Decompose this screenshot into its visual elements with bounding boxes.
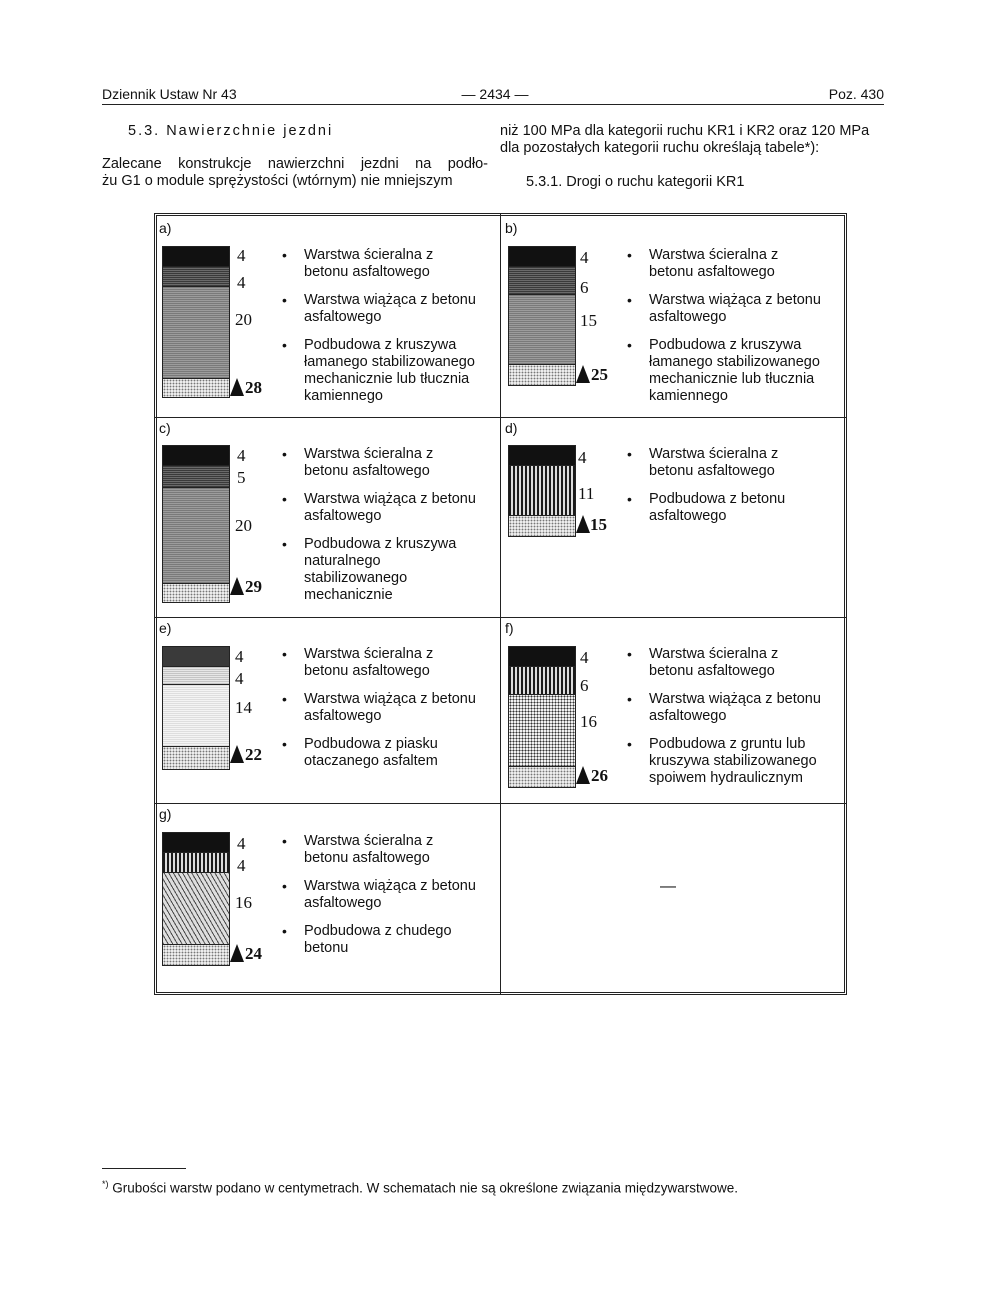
binder-course-layer: [163, 267, 229, 287]
cell-label-d: d): [505, 420, 518, 436]
thickness-label: 4: [580, 248, 589, 267]
list-item: • Podbudowa z betonu asfaltowego: [625, 491, 825, 525]
list-item: • Podbudowa z gruntu lub kruszywa stabilizowanego spoiwem hydraulicznym: [625, 736, 825, 787]
layer-list-g: [280, 833, 480, 968]
thickness-label: 6: [580, 278, 589, 297]
total-arrow-icon: [230, 944, 244, 962]
table-row-divider: [154, 803, 847, 804]
total-arrow-icon: [576, 515, 590, 533]
base-layer: [509, 295, 575, 365]
cell-label-b: b): [505, 220, 518, 236]
list-item: • Podbudowa z kruszywa łamanego stabilizowanego mechanicznie lub tłucznia kamiennego: [625, 337, 825, 405]
total-thickness: 25: [591, 365, 608, 384]
list-item: • Podbudowa z kruszywa naturalnego stabilizowanego mechanicznie: [280, 536, 480, 604]
layer-list-d: [625, 446, 825, 536]
total-arrow-icon: [230, 577, 244, 595]
binder-course-layer: [163, 667, 229, 685]
thickness-label: 4: [237, 273, 246, 292]
subgrade-layer: [509, 365, 575, 385]
thickness-label: 16: [235, 893, 252, 912]
layer-list-a: [280, 247, 480, 416]
total-arrow-icon: [230, 745, 244, 763]
base-layer: [163, 488, 229, 584]
list-item: • Warstwa ścieralna z betonu asfaltowego: [280, 446, 480, 480]
cell-label-g: g): [159, 806, 172, 822]
layer-diagram-d: [508, 445, 576, 537]
wearing-course-layer: [509, 247, 575, 267]
layer-diagram-g: [162, 832, 230, 966]
binder-course-layer: [509, 267, 575, 295]
cell-label-e: e): [159, 620, 172, 636]
table-row-divider: [154, 617, 847, 618]
lean-concrete-base-layer: [163, 873, 229, 945]
list-item: • Warstwa wiążąca z betonu asfaltowego: [280, 691, 480, 725]
intro-text-left: [102, 156, 488, 190]
cell-label-c: c): [159, 420, 171, 436]
sand-asphalt-base-layer: [163, 685, 229, 747]
footnote-marker: *): [102, 1179, 109, 1189]
binder-course-layer: [163, 466, 229, 488]
list-item: • Podbudowa z kruszywa łamanego stabilizowanego mechanicznie lub tłucznia kamiennego: [280, 337, 480, 405]
thickness-label: 4: [237, 446, 246, 465]
thickness-label: 6: [580, 676, 589, 695]
layer-list-b: [625, 247, 825, 416]
intro-left-line: żu G1 o module sprężystości (wtórnym) nie mniejszym: [102, 173, 453, 189]
list-item: • Warstwa wiążąca z betonu asfaltowego: [625, 292, 825, 326]
asphalt-base-layer: [509, 466, 575, 516]
subsection-title: 5.3.1. Drogi o ruchu kategorii KR1: [526, 174, 745, 190]
total-thickness: 24: [245, 944, 262, 963]
thickness-label: 4: [235, 669, 244, 688]
total-thickness: 29: [245, 577, 262, 596]
list-item: • Warstwa ścieralna z betonu asfaltowego: [625, 646, 825, 680]
thickness-label: 11: [578, 484, 595, 503]
cell-label-f: f): [505, 620, 514, 636]
intro-left-line: Zalecane konstrukcje nawierzchni jezdni na podło-: [102, 156, 488, 172]
thickness-label: 4: [237, 834, 246, 853]
list-item: • Podbudowa z chudego betonu: [280, 923, 480, 957]
wearing-course-layer: [163, 247, 229, 267]
intro-right-line: dla pozostałych kategorii ruchu określają tabele*):: [500, 140, 820, 156]
subgrade-layer: [163, 379, 229, 398]
thickness-label: 20: [235, 516, 252, 535]
section-title: 5.3. Nawierzchnie jezdni: [128, 123, 334, 139]
thickness-label: 4: [237, 856, 246, 875]
total-thickness: 28: [245, 378, 262, 397]
cell-label-a: a): [159, 220, 172, 236]
position-number: Poz. 430: [828, 86, 884, 102]
list-item: • Warstwa ścieralna z betonu asfaltowego: [625, 247, 825, 281]
thickness-label: 15: [580, 311, 597, 330]
list-item: • Warstwa ścieralna z betonu asfaltowego: [280, 833, 480, 867]
subgrade-layer: [509, 516, 575, 537]
total-arrow-icon: [576, 766, 590, 784]
thickness-label: 14: [235, 698, 252, 717]
thickness-label: 20: [235, 310, 252, 329]
total-thickness: 26: [591, 766, 608, 785]
list-item: • Warstwa ścieralna z betonu asfaltowego: [280, 247, 480, 281]
layer-diagram-c: [162, 445, 230, 603]
intro-right-line: niż 100 MPa dla kategorii ruchu KR1 i KR2 oraz 120 MPa: [500, 123, 870, 139]
thickness-label: 16: [580, 712, 597, 731]
subgrade-layer: [509, 767, 575, 788]
binder-course-layer: [163, 853, 229, 873]
table-column-divider: [500, 213, 501, 995]
footnote: [102, 1179, 738, 1196]
total-arrow-icon: [576, 365, 590, 383]
wearing-course-layer: [163, 446, 229, 466]
thickness-label: 5: [237, 468, 246, 487]
thickness-label: 4: [580, 648, 589, 667]
wearing-course-layer: [509, 647, 575, 667]
base-layer: [163, 287, 229, 379]
list-item: • Warstwa ścieralna z betonu asfaltowego: [625, 446, 825, 480]
wearing-course-layer: [509, 446, 575, 466]
subgrade-layer: [163, 584, 229, 603]
list-item: • Warstwa wiążąca z betonu asfaltowego: [625, 691, 825, 725]
list-item: • Warstwa wiążąca z betonu asfaltowego: [280, 878, 480, 912]
layer-diagram-b: [508, 246, 576, 386]
thickness-label: 4: [237, 246, 246, 265]
subgrade-layer: [163, 747, 229, 770]
layer-list-e: [280, 646, 480, 781]
layer-diagram-a: [162, 246, 230, 398]
footnote-text: Grubości warstw podano w centymetrach. W schematach nie są określone związania międzywarstwowe.: [112, 1180, 739, 1196]
thickness-label: 4: [235, 647, 244, 666]
journal-title: Dziennik Ustaw Nr 43: [102, 86, 237, 102]
layer-list-f: [625, 646, 825, 798]
header-rule: [102, 104, 884, 105]
layer-diagram-f: [508, 646, 576, 788]
total-thickness: 15: [590, 515, 607, 534]
total-arrow-icon: [230, 378, 244, 396]
thickness-label: 4: [578, 448, 587, 467]
page-number: — 2434 —: [461, 86, 529, 102]
binder-course-layer: [509, 667, 575, 695]
footnote-rule: [102, 1168, 186, 1169]
table-row-divider: [154, 417, 847, 418]
list-item: • Warstwa wiążąca z betonu asfaltowego: [280, 491, 480, 525]
empty-cell-dash: —: [660, 878, 676, 895]
list-item: • Podbudowa z piasku otaczanego asfaltem: [280, 736, 480, 770]
list-item: • Warstwa ścieralna z betonu asfaltowego: [280, 646, 480, 680]
stabilized-base-layer: [509, 695, 575, 767]
list-item: • Warstwa wiążąca z betonu asfaltowego: [280, 292, 480, 326]
layer-list-c: [280, 446, 480, 615]
layer-diagram-e: [162, 646, 230, 770]
intro-text-right: [500, 123, 884, 157]
wearing-course-layer: [163, 647, 229, 667]
wearing-course-layer: [163, 833, 229, 853]
subgrade-layer: [163, 945, 229, 966]
total-thickness: 22: [245, 745, 262, 764]
